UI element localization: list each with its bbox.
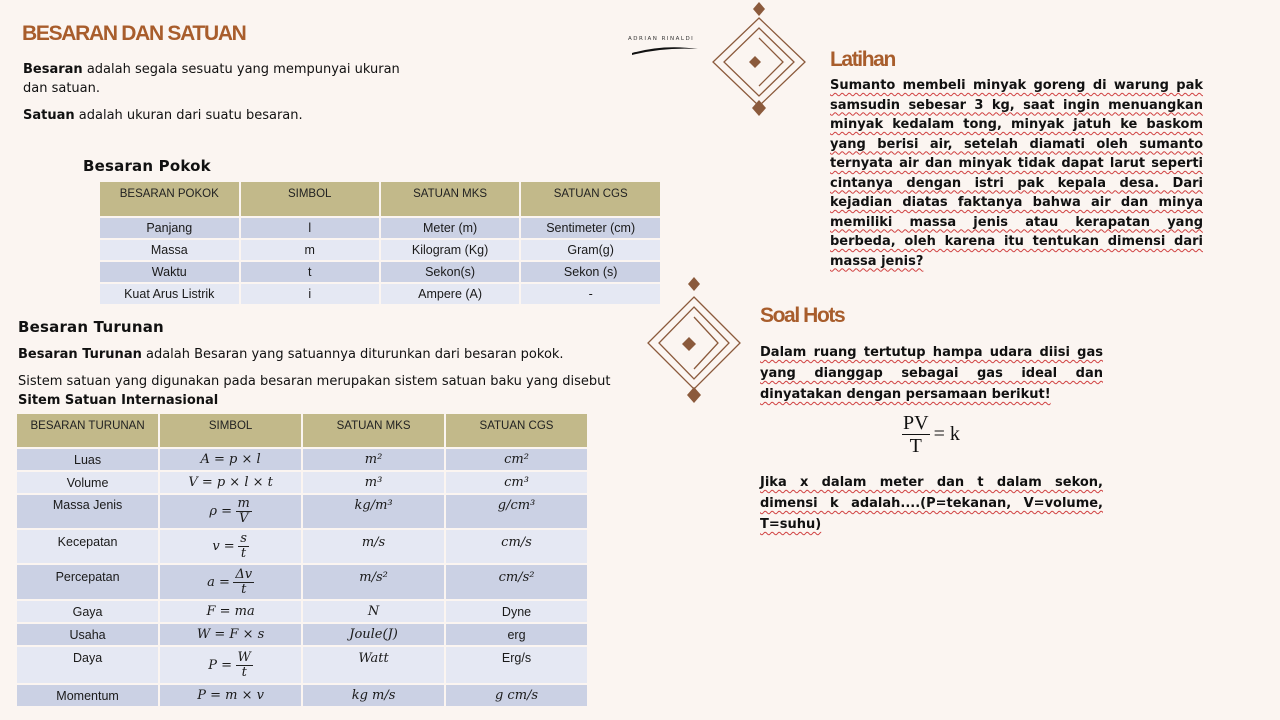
definition-term: Besaran [23, 62, 83, 77]
turunan-col-header: SATUAN MKS [303, 414, 444, 447]
table-cell: Gaya [17, 601, 158, 622]
turunan-table [15, 412, 589, 708]
definition-term: Satuan [23, 108, 75, 123]
formula-lhs: a = [207, 574, 230, 590]
turunan-col-header: SATUAN CGS [446, 414, 587, 447]
turunan-col-header: SIMBOL [160, 414, 301, 447]
table-cell: A = p × l [160, 449, 301, 470]
table-cell: m² [303, 449, 444, 470]
table-cell: Daya [17, 647, 158, 683]
table-cell: Massa [100, 240, 239, 260]
table-cell [160, 565, 301, 599]
table-cell: Meter (m) [381, 218, 519, 238]
formula-lhs: ρ = [209, 503, 233, 519]
table-cell: P = m × v [160, 685, 301, 706]
table-cell: kg m/s [303, 685, 444, 706]
table-cell: Panjang [100, 218, 239, 238]
table-row [17, 449, 587, 470]
table-cell: Sekon (s) [521, 262, 660, 282]
table-cell: Gram(g) [521, 240, 660, 260]
formula-denominator: t [241, 581, 247, 597]
pokok-table [98, 180, 662, 306]
turunan-col-header: BESARAN TURUNAN [17, 414, 158, 447]
formula-numerator: Δv [235, 566, 253, 582]
table-cell: g cm/s [446, 685, 587, 706]
logo [628, 36, 700, 62]
formula-denominator: V [238, 511, 249, 526]
table-cell: g/cm³ [446, 495, 587, 528]
table-cell: Watt [303, 647, 444, 683]
hots-question-text-2: Jika x dalam meter dan t dalam sekon, dimensi k adalah....(P=tekanan, V=volume, T=suhu) [760, 475, 1103, 532]
table-cell: N [303, 601, 444, 622]
table-cell: cm³ [446, 472, 587, 493]
table-row [100, 218, 660, 238]
table-cell: kg/m³ [303, 495, 444, 528]
turunan-heading: Besaran Turunan [18, 318, 164, 336]
table-cell: W = F × s [160, 624, 301, 645]
table-cell [160, 647, 301, 683]
pokok-col-header: SIMBOL [241, 182, 379, 216]
table-row [17, 601, 587, 622]
table-cell: - [521, 284, 660, 304]
table-cell: m [241, 240, 379, 260]
table-cell: cm/s [446, 530, 587, 563]
table-cell [160, 495, 301, 528]
latihan-title: Latihan [830, 48, 895, 71]
formula-denominator: t [240, 546, 247, 561]
definition-text: adalah ukuran dari suatu besaran. [74, 108, 303, 123]
pokok-col-header: SATUAN CGS [521, 182, 660, 216]
definition-besaran [23, 60, 403, 98]
system-name: Sitem Satuan Internasional [18, 393, 219, 408]
table-cell: m/s² [303, 565, 444, 599]
hots-title: Soal Hots [760, 304, 845, 327]
formula-rhs: = k [933, 423, 960, 445]
table-cell: Kuat Arus Listrik [100, 284, 239, 304]
table-row [17, 647, 587, 683]
table-cell: Ampere (A) [381, 284, 519, 304]
table-cell: Volume [17, 472, 158, 493]
diamond-ornament-icon [700, 0, 818, 122]
formula-numerator: PV [903, 412, 929, 434]
hots-question-text: Dalam ruang tertutup hampa udara diisi gas yang dianggap sebagai gas ideal dan dinyatakan dengan persamaan berikut! [760, 345, 1103, 402]
page-title: BESARAN DAN SATUAN [22, 22, 246, 45]
table-row [17, 495, 587, 528]
formula-numerator: W [237, 649, 251, 665]
table-cell: cm/s² [446, 565, 587, 599]
table-row [17, 565, 587, 599]
table-cell: Sekon(s) [381, 262, 519, 282]
definition-term: Besaran Turunan [18, 347, 142, 362]
table-cell: cm² [446, 449, 587, 470]
table-row [100, 262, 660, 282]
table-row [100, 284, 660, 304]
diamond-ornament-icon [640, 275, 748, 405]
logo-swoosh-icon [628, 42, 700, 58]
table-cell: Dyne [446, 601, 587, 622]
table-cell: V = p × l × t [160, 472, 301, 493]
table-cell: Erg/s [446, 647, 587, 683]
formula-numerator: s [240, 531, 247, 546]
table-cell: i [241, 284, 379, 304]
pokok-col-header: BESARAN POKOK [100, 182, 239, 216]
formula-lhs: v = [212, 538, 235, 554]
table-cell [160, 530, 301, 563]
definition-text: adalah segala sesuatu yang mempunyai ukuran dan satuan. [23, 62, 400, 96]
formula-denominator: t [241, 664, 247, 680]
table-cell: Kecepatan [17, 530, 158, 563]
table-cell: Usaha [17, 624, 158, 645]
table-cell: Luas [17, 449, 158, 470]
table-cell: F = ma [160, 601, 301, 622]
table-cell: Massa Jenis [17, 495, 158, 528]
table-cell: m/s [303, 530, 444, 563]
table-cell: Waktu [100, 262, 239, 282]
pokok-heading: Besaran Pokok [83, 157, 211, 175]
system-text: Sistem satuan yang digunakan pada besaran merupakan sistem satuan baku yang disebut [18, 374, 611, 389]
table-row [17, 624, 587, 645]
table-cell: l [241, 218, 379, 238]
formula-lhs: P = [208, 657, 233, 673]
table-cell: m³ [303, 472, 444, 493]
pokok-col-header: SATUAN MKS [381, 182, 519, 216]
table-cell: t [241, 262, 379, 282]
hots-formula [902, 412, 960, 457]
table-row [17, 530, 587, 563]
system-description [18, 372, 618, 410]
table-cell: Percepatan [17, 565, 158, 599]
table-cell: Sentimeter (cm) [521, 218, 660, 238]
table-cell: Joule(J) [303, 624, 444, 645]
table-row [17, 472, 587, 493]
table-cell: erg [446, 624, 587, 645]
definition-turunan [18, 345, 618, 364]
definition-satuan [23, 106, 403, 125]
logo-text: ADRIAN RINALDI [628, 36, 695, 42]
latihan-text: Sumanto membeli minyak goreng di warung pak samsudin sebesar 3 kg, saat ingin menuangkan minyak kedalam tong, minyak jatuh ke baskom yang berisi air, setelah diamati oleh sumanto ternyata air dan minyak tidak dapat larut seperti cintanya dengan istri pak kepala desa. Dari kejadian diatas faktanya bahwa air dan minya memiliki massa jenis atau kerapatan yang berbeda, oleh karena itu tentukan dimensi dari massa jenis? [830, 78, 1203, 269]
table-cell: Kilogram (Kg) [381, 240, 519, 260]
definition-text: adalah Besaran yang satuannya diturunkan dari besaran pokok. [141, 347, 564, 362]
table-row [17, 685, 587, 706]
formula-numerator: m [237, 496, 250, 511]
formula-denominator: T [909, 435, 922, 457]
table-row [100, 240, 660, 260]
table-cell: Momentum [17, 685, 158, 706]
